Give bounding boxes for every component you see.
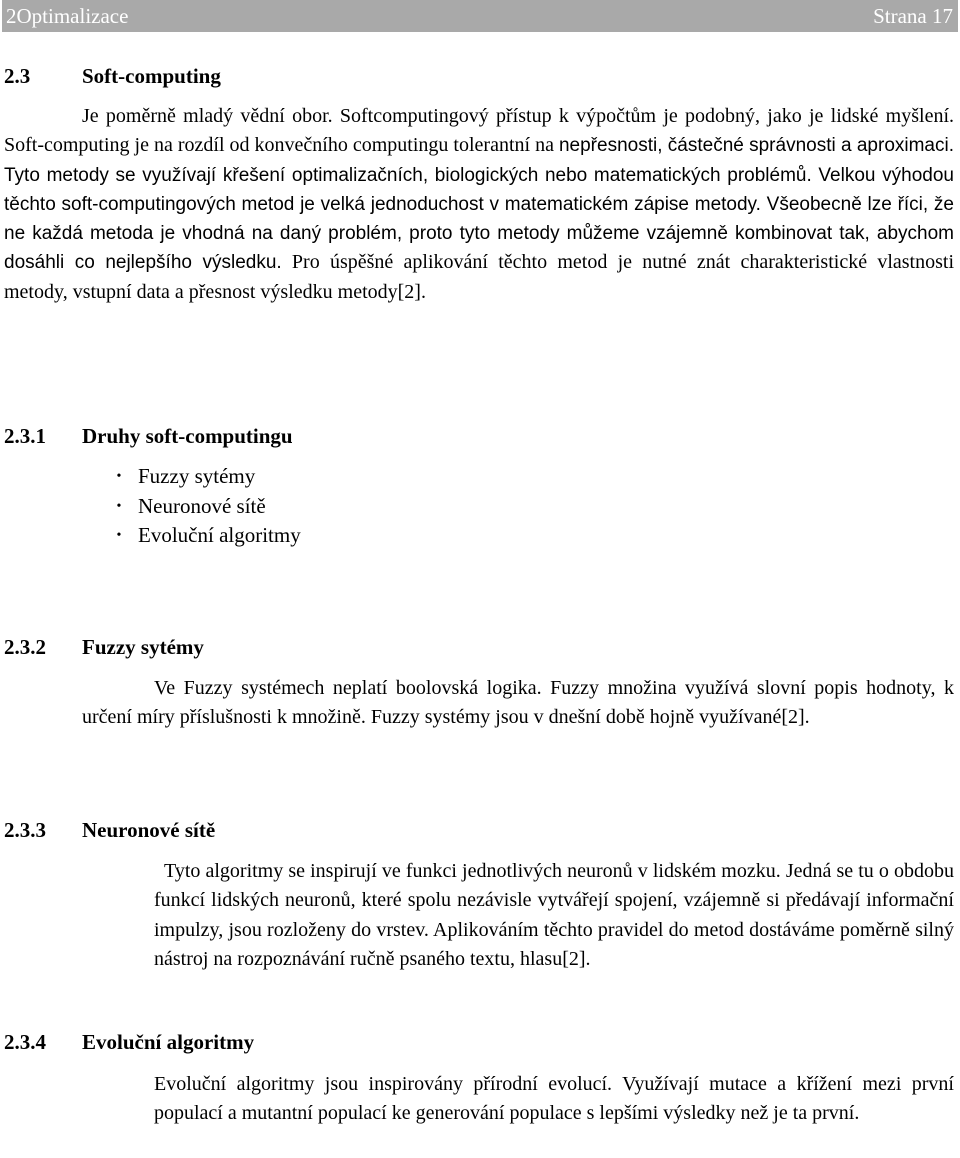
list-item-label: Neuronové sítě [138,493,266,518]
section-heading-2-3-4 [4,1030,254,1055]
bullet-icon: • [116,498,122,514]
header-chapter-title: 2Optimalizace [6,3,129,28]
section-title: Druhy soft-computingu [82,424,293,448]
section-heading-2-3-3 [4,818,215,843]
section-number: 2.3.2 [4,635,46,659]
section-number: 2.3.4 [4,1030,46,1054]
bullet-icon: • [116,469,122,484]
list-item [100,521,301,551]
section-paragraph-2-3-3: Tyto algoritmy se inspirují ve funkci jednotlivých neuronů v lidském mozku. Jedná se tu o obdobu funkcí lidských neuronů, které spolu nezávisle vytvářejí spojení, vzájemně si předávají informační impulzy, jsou rozloženy do vrstev. Aplikováním těchto pravidel do metod dostáváme poměrně silný nástroj na rozpoznávání ručně psaného textu, hlasu[2]. [154,860,954,970]
page-header [2,0,958,32]
section-title: Fuzzy sytémy [82,635,204,659]
section-heading-2-3 [4,64,221,89]
paragraph-sans-middle: nepřesnosti, částečné správnosti a aproximaci. Tyto metody se využívají křešení optimalizačních, biologických nebo matematických problémů. Velkou výhodou těchto soft-computingových metod je velká jednoduchost v matematickém zápise metody. Všeobecně lze říci, že ne každá metoda je vhodná na daný problém, proto tyto metody můžeme vzájemně kombinovat tak, abychom dosáhli co nejlepšího výsledku. [4,135,954,274]
section-title: Evoluční algoritmy [82,1030,255,1054]
section-heading-2-3-2 [4,635,204,660]
section-title: Soft-computing [82,64,221,88]
section-heading-2-3-1 [4,424,293,449]
paragraph-serif-end: Pro úspěšné aplikování těchto metod je nutné znát charakteristické vlastnosti metody, vstupní data a přesnost výsledku metody[2]. [4,251,954,303]
header-page-number: Strana 17 [873,3,953,28]
section-number: 2.3.1 [4,424,46,448]
section-number: 2.3 [4,64,31,88]
list-item-label: Fuzzy sytémy [138,464,256,488]
section-title: Neuronové sítě [82,818,216,842]
section-number: 2.3.3 [4,818,46,842]
section-paragraph-2-3-2: Ve Fuzzy systémech neplatí boolovská logika. Fuzzy množina využívá slovní popis hodnoty, k určení míry příslušnosti k množině. Fuzzy systémy jsou v dnešní době hojně využívané[2]. [82,677,954,729]
section-paragraph-2-3 [4,102,954,307]
paragraph-serif-start: Je poměrně mladý vědní obor. Softcomputingový přístup k výpočtům je podobný, jako je lidské myšlení. Soft-computing je na rozdíl od konvečního computingu tolerantní na [4,105,954,157]
bullet-icon: • [116,528,122,543]
section-paragraph-2-3-4: Evoluční algoritmy jsou inspirovány přírodní evolucí. Využívají mutace a křížení mezi první populací a mutantní populací ke generování populace s lepšími výsledky než je ta první. [154,1073,954,1125]
list-item-label: Evoluční algoritmy [138,523,301,547]
bullet-list [100,462,301,551]
list-item [100,462,301,492]
list-item [100,492,301,522]
